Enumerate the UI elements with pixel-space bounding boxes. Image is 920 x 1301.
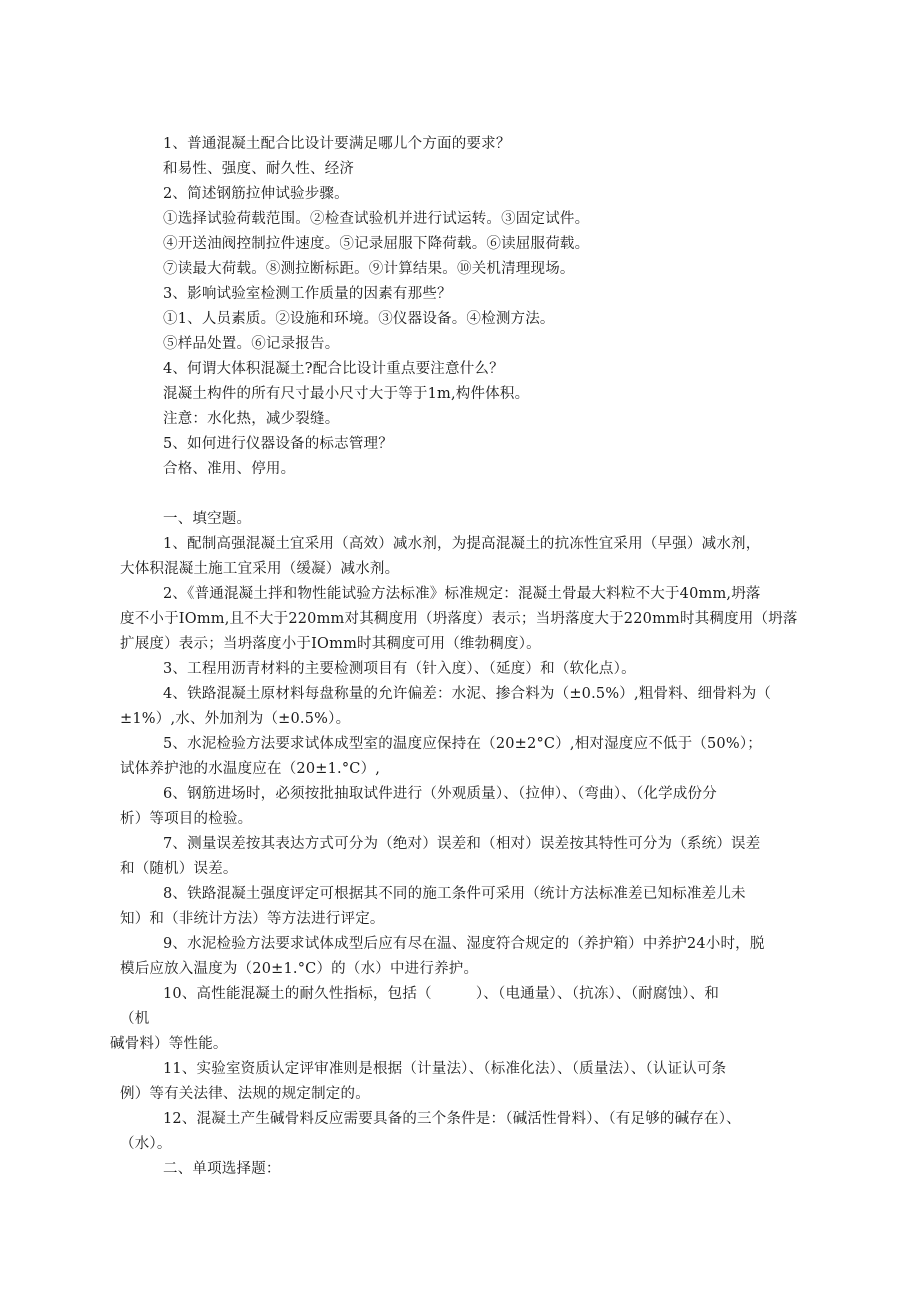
answer-1: 和易性、强度、耐久性、经济 bbox=[163, 161, 355, 177]
fill-item-2-line-1: 2、《普通混凝土拌和物性能试验方法标准》标准规定：混凝土骨最大料粒不大于40mm,坍落 bbox=[163, 586, 761, 602]
fill-item-12-line-2: （水）。 bbox=[120, 1136, 172, 1152]
question-1: 1、普通混凝土配合比设计要满足哪儿个方面的要求？ bbox=[163, 136, 511, 152]
answer-2-line-2: ④开送油阀控制拉件速度。⑤记录屈服下降荷载。⑥读屈服荷载。 bbox=[163, 236, 590, 252]
fill-item-11-line-2: 例）等有关法律、法规的规定制定的。 bbox=[120, 1086, 370, 1102]
fill-item-4-line-1: 4、铁路混凝土原材料每盘称量的允许偏差：水泥、掺合料为（±0.5%）,粗骨料、细骨料为（ bbox=[163, 686, 772, 702]
section-heading-single-choice: 二、单项选择题： bbox=[163, 1161, 281, 1177]
fill-item-10-line-3: 碱骨料）等性能。 bbox=[110, 1036, 228, 1052]
fill-item-6-line-2: 析）等项目的检验。 bbox=[120, 811, 253, 827]
section-heading-fill-blank: 一、填空题。 bbox=[163, 511, 252, 527]
fill-item-2-line-3: 扩展度）表示；当坍落度小于IOmm时其稠度可用（维勃稠度）。 bbox=[120, 636, 541, 652]
fill-item-5-line-1: 5、水泥检验方法要求试体成型室的温度应保持在（20±2°C）,相对湿度应不低于（50%）； bbox=[163, 736, 762, 752]
answer-4-line-1: 混凝土构件的所有尺寸最小尺寸大于等于1m,构件体积。 bbox=[163, 386, 530, 402]
fill-item-5-line-2: 试体养护池的水温度应在（20±1.°C）, bbox=[120, 761, 381, 777]
fill-item-4-line-2: ±1%）,水、外加剂为（±0.5%）。 bbox=[120, 711, 351, 727]
answer-3-line-1: ①1、人员素质。②设施和环境。③仪器设备。④检测方法。 bbox=[163, 311, 555, 327]
question-5: 5、如何进行仪器设备的标志管理？ bbox=[163, 436, 393, 452]
fill-item-7-line-1: 7、测量误差按其表达方式可分为（绝对）误差和（相对）误差按其特性可分为（系统）误差 bbox=[163, 836, 761, 852]
fill-item-12-line-1: 12、混凝土产生碱骨料反应需要具备的三个条件是：（碱活性骨料）、（有足够的碱存在）、 bbox=[163, 1111, 741, 1127]
answer-4-line-2: 注意：水化热，减少裂缝。 bbox=[163, 411, 340, 427]
answer-3-line-2: ⑤样品处置。⑥记录报告。 bbox=[163, 336, 340, 352]
fill-item-9-line-1: 9、水泥检验方法要求试体成型后应有尽在温、湿度符合规定的（养护箱）中养护24小时，脱 bbox=[163, 936, 765, 952]
fill-item-8-line-2: 知）和（非统计方法）等方法进行评定。 bbox=[120, 911, 385, 927]
fill-item-3-line-1: 3、工程用沥青材料的主要检测项目有（针入度）、（延度）和（软化点）。 bbox=[163, 661, 636, 677]
fill-item-7-line-2: 和（随机）误差。 bbox=[120, 861, 238, 877]
answer-2-line-1: ①选择试验荷载范围。②检查试验机并进行试运转。③固定试件。 bbox=[163, 211, 590, 227]
fill-item-6-line-1: 6、钢筋进场时，必须按批抽取试件进行（外观质量）、（拉伸）、（弯曲）、（化学成份分 bbox=[163, 786, 717, 802]
fill-item-2-line-2: 度不小于IOmm,且不大于220mm对其稠度用（坍落度）表示；当坍落度大于220mm时其稠度用（坍落 bbox=[120, 611, 798, 627]
question-3: 3、影响试验室检测工作质量的因素有那些？ bbox=[163, 286, 452, 302]
fill-item-1-line-1: 1、配制高强混凝土宜采用（高效）减水剂，为提高混凝土的抗冻性宜采用（早强）减水剂， bbox=[163, 536, 761, 552]
fill-item-8-line-1: 8、铁路混凝土强度评定可根据其不同的施工条件可采用（统计方法标准差已知标准差儿未 bbox=[163, 886, 746, 902]
fill-item-1-line-2: 大体积混凝土施工宜采用（缓凝）减水剂。 bbox=[120, 561, 400, 577]
fill-item-11-line-1: 11、实验室资质认定评审准则是根据（计量法）、（标准化法）、（质量法）、（认证认可条 bbox=[163, 1061, 727, 1077]
fill-item-9-line-2: 模后应放入温度为（20±1.°C）的（水）中进行养护。 bbox=[120, 961, 479, 977]
question-4: 4、何谓大体积混凝土?配合比设计重点要注意什么？ bbox=[163, 361, 504, 377]
fill-item-10-line-1: 10、高性能混凝土的耐久性指标，包括（ ）、（电通量）、（抗冻）、（耐腐蚀）、和 bbox=[163, 986, 720, 1002]
question-2: 2、简述钢筋拉伸试验步骤。 bbox=[163, 186, 349, 202]
fill-item-10-line-2: （机 bbox=[120, 1011, 150, 1027]
answer-5: 合格、准用、停用。 bbox=[163, 461, 296, 477]
answer-2-line-3: ⑦读最大荷载。⑧测拉断标距。⑨计算结果。⑩关机清理现场。 bbox=[163, 261, 575, 277]
